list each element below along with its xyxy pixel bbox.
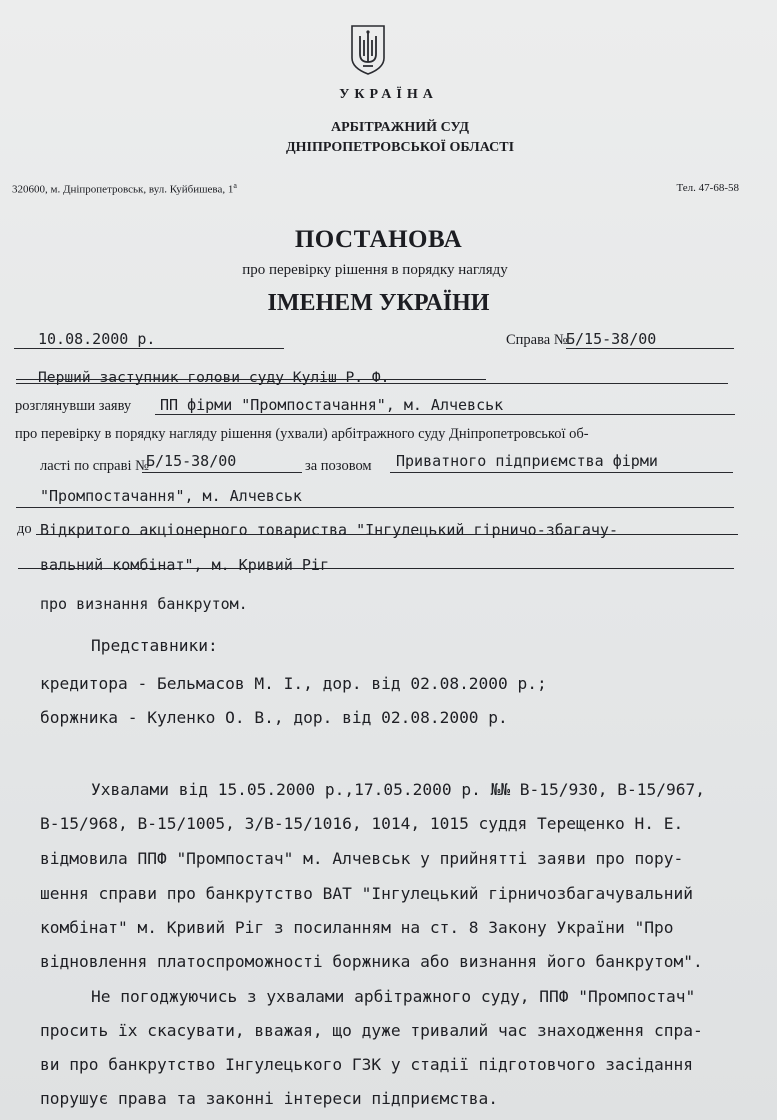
country-name: УКРАЇНА: [339, 87, 438, 102]
document-subtitle: про перевірку рішення в порядку нагляду: [242, 262, 508, 278]
claimant-line2: "Промпостачання", м. Алчевськ: [40, 487, 302, 505]
court-name-line1: АРБІТРАЖНИЙ СУД: [330, 120, 469, 135]
date-rule: [14, 348, 284, 349]
region-case-label: ласті по справі №: [40, 458, 149, 474]
defendant-strikethrough2: [18, 568, 734, 569]
case-subject: про визнання банкрутом.: [40, 595, 248, 613]
defendant-strikethrough1: [36, 534, 738, 535]
claimant-line1: Приватного підприємства фірми: [396, 452, 658, 470]
coat-of-arms-icon: [348, 24, 388, 76]
paragraph2-line: порушує права та законні інтереси підприємства.: [40, 1089, 499, 1108]
court-name-line2: ДНІПРОПЕТРОВСЬКОЇ ОБЛАСТІ: [285, 140, 515, 155]
case-rule: [566, 348, 734, 349]
defendant-line1: Відкритого акціонерного товариства "Інгулецький гірничо-збагачу-: [40, 521, 618, 539]
court-address: 320600, м. Дніпропетровськ, вул. Куйбишева, $1^а$: [12, 181, 237, 196]
claim-label: за позовом: [305, 458, 372, 474]
review-text: про перевірку в порядку нагляду рішення (ухвали) арбітражного суду Дніпропетровської об-: [15, 426, 589, 442]
in-the-name-heading: ІМЕНЕМ УКРАЇНИ: [267, 290, 490, 316]
paragraph1-line: шення справи про банкрутство ВАТ "Інгулецький гірничозбагачувальний: [40, 884, 693, 903]
applicant-name: ПП фірми "Промпостачання", м. Алчевськ: [160, 396, 504, 414]
representatives-label: Представники:: [91, 636, 218, 655]
document-title: ПОСТАНОВА: [294, 226, 463, 253]
applicant-rule: [155, 414, 735, 415]
creditor-representative: кредитора - Бельмасов М. І., дор. від 02.08.2000 р.;: [40, 674, 547, 693]
claimant-rule2: [16, 507, 734, 508]
paragraph1-line: Ухвалами від 15.05.2000 р.,17.05.2000 р. №№ В-15/930, В-15/967,: [91, 780, 705, 799]
case-number: Б/15-38/00: [566, 330, 657, 348]
debtor-representative: боржника - Куленко О. В., дор. від 02.08.2000 р.: [40, 708, 508, 727]
paragraph1-line: відмовила ППФ "Промпостач" м. Алчевськ у прийнятті заяви про пору-: [40, 849, 684, 868]
paragraph2-line: ви про банкрутство Інгулецького ГЗК у стадії підготовчого засідання: [40, 1055, 693, 1074]
defendant-line2: вальний комбінат", м. Кривий Ріг: [40, 556, 329, 574]
region-case-number: Б/15-38/00: [146, 452, 237, 470]
paragraph2-line: Не погоджуючись з ухвалами арбітражного суду, ППФ "Промпостач": [91, 987, 696, 1006]
region-case-rule: [142, 472, 302, 473]
court-phone: Тел. 47-68-58: [676, 182, 739, 194]
paragraph1-line: відновлення платоспроможності боржника або визнання його банкрутом".: [40, 952, 703, 971]
judge-name: Перший заступник голови суду Куліш Р. Ф.: [38, 369, 390, 386]
claimant-rule1: [390, 472, 733, 473]
considered-label: розглянувши заяву: [15, 398, 132, 414]
judge-rule: [16, 383, 728, 384]
paragraph1-line: комбінат" м. Кривий Ріг з посиланням на ст. 8 Закону України "Про: [40, 918, 674, 937]
case-label: Справа №: [506, 332, 568, 348]
decision-date: 10.08.2000 р.: [38, 330, 156, 348]
to-label: до: [17, 521, 32, 537]
judge-strikethrough: [16, 379, 486, 380]
paragraph1-line: В-15/968, В-15/1005, 3/В-15/1016, 1014, 1015 суддя Терещенко Н. Е.: [40, 814, 684, 833]
paragraph2-line: просить їх скасувати, вважая, що дуже тривалий час знаходження спра-: [40, 1021, 703, 1040]
